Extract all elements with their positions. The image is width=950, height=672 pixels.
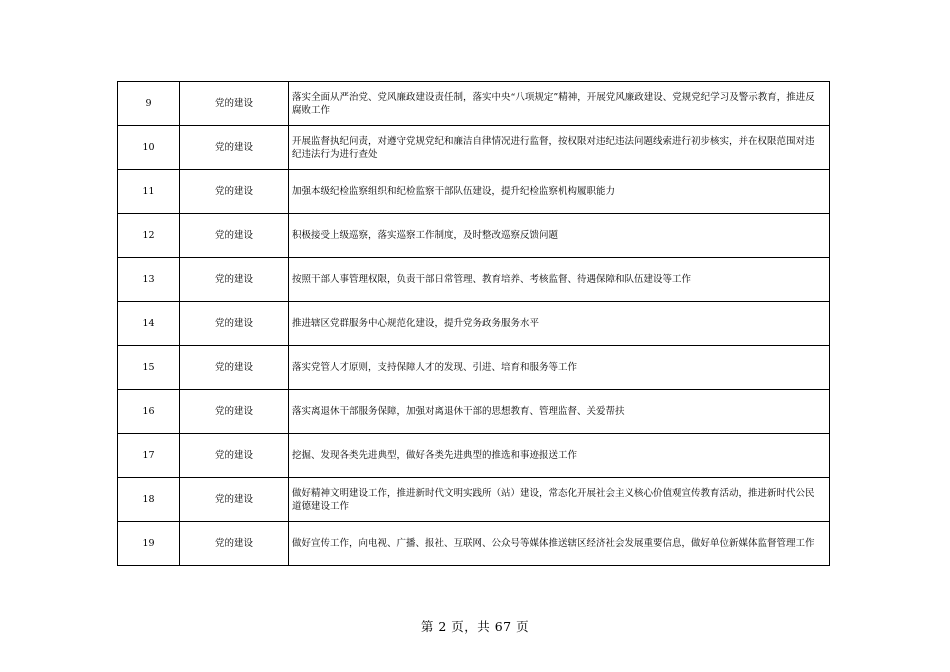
category-cell: 党的建设 xyxy=(180,126,289,170)
row-number-cell: 15 xyxy=(118,346,180,390)
category-cell: 党的建设 xyxy=(180,434,289,478)
content-cell: 落实离退休干部服务保障，加强对离退休干部的思想教育、管理监督、关爱帮扶 xyxy=(289,390,830,434)
content-cell: 落实党管人才原则，支持保障人才的发现、引进、培育和服务等工作 xyxy=(289,346,830,390)
table-row xyxy=(118,434,830,478)
row-number-cell: 12 xyxy=(118,214,180,258)
category-cell: 党的建设 xyxy=(180,170,289,214)
category-cell: 党的建设 xyxy=(180,214,289,258)
category-cell: 党的建设 xyxy=(180,478,289,522)
row-number-cell: 16 xyxy=(118,390,180,434)
content-cell: 落实全面从严治党、党风廉政建设责任制，落实中央“八项规定”精神，开展党风廉政建设、党规党纪学习及警示教育，推进反腐败工作 xyxy=(289,82,830,126)
row-number-cell: 13 xyxy=(118,258,180,302)
category-cell: 党的建设 xyxy=(180,82,289,126)
table-row xyxy=(118,170,830,214)
row-number-cell: 19 xyxy=(118,522,180,566)
table-row xyxy=(118,478,830,522)
content-cell: 按照干部人事管理权限，负责干部日常管理、教育培养、考核监督、待遇保障和队伍建设等工作 xyxy=(289,258,830,302)
category-cell: 党的建设 xyxy=(180,390,289,434)
category-cell: 党的建设 xyxy=(180,522,289,566)
table-body xyxy=(118,82,830,566)
content-cell: 挖掘、发现各类先进典型，做好各类先进典型的推选和事迹报送工作 xyxy=(289,434,830,478)
row-number-cell: 18 xyxy=(118,478,180,522)
table-row xyxy=(118,522,830,566)
table-row xyxy=(118,82,830,126)
content-cell: 开展监督执纪问责，对遵守党规党纪和廉洁自律情况进行监督，按权限对违纪违法问题线索进行初步核实，并在权限范围对违纪违法行为进行查处 xyxy=(289,126,830,170)
table-row xyxy=(118,126,830,170)
table-row xyxy=(118,302,830,346)
row-number-cell: 14 xyxy=(118,302,180,346)
content-cell: 做好精神文明建设工作，推进新时代文明实践所（站）建设，常态化开展社会主义核心价值观宣传教育活动，推进新时代公民道德建设工作 xyxy=(289,478,830,522)
row-number-cell: 17 xyxy=(118,434,180,478)
table-row xyxy=(118,214,830,258)
category-cell: 党的建设 xyxy=(180,302,289,346)
table-row xyxy=(118,346,830,390)
table-row xyxy=(118,258,830,302)
duty-list-table xyxy=(117,81,830,566)
table-row xyxy=(118,390,830,434)
page-footer: 第 2 页，共 67 页 xyxy=(420,619,530,634)
content-cell: 推进辖区党群服务中心规范化建设，提升党务政务服务水平 xyxy=(289,302,830,346)
content-cell: 积极接受上级巡察，落实巡察工作制度，及时整改巡察反馈问题 xyxy=(289,214,830,258)
category-cell: 党的建设 xyxy=(180,258,289,302)
row-number-cell: 11 xyxy=(118,170,180,214)
row-number-cell: 10 xyxy=(118,126,180,170)
row-number-cell: 9 xyxy=(118,82,180,126)
content-cell: 做好宣传工作，向电视、广播、报社、互联网、公众号等媒体推送辖区经济社会发展重要信息，做好单位新媒体监督管理工作 xyxy=(289,522,830,566)
content-cell: 加强本级纪检监察组织和纪检监察干部队伍建设，提升纪检监察机构履职能力 xyxy=(289,170,830,214)
category-cell: 党的建设 xyxy=(180,346,289,390)
